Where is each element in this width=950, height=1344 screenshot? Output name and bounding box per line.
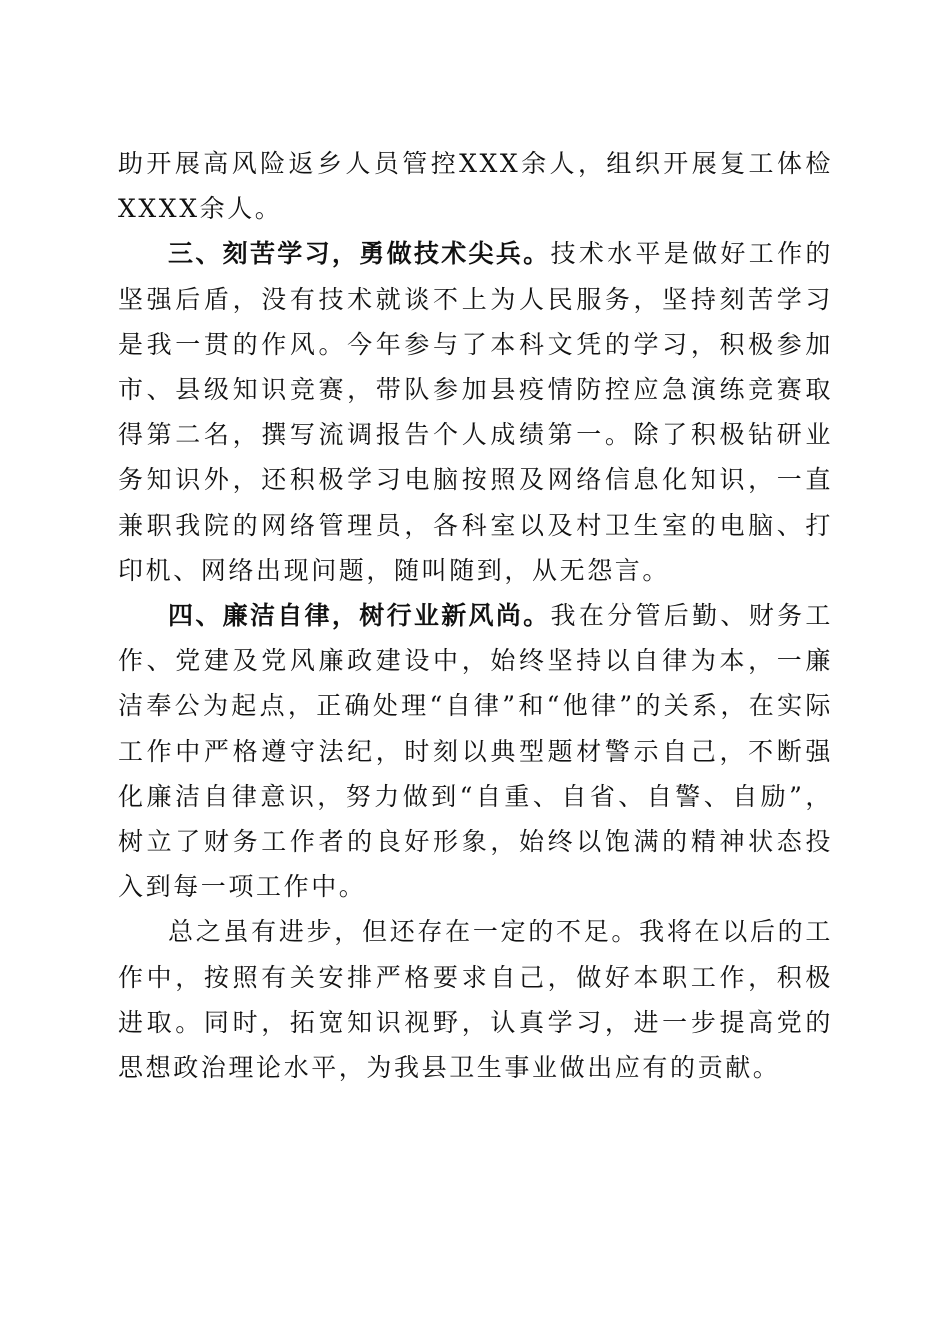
paragraph-section-four <box>118 593 833 909</box>
paragraph-section-three <box>118 231 833 593</box>
paragraph-conclusion <box>118 909 833 1090</box>
paragraph-text: 总之虽有进步，但还存在一定的不足。我将在以后的工作中，按照有关安排严格要求自己，做好本职工作，积极进取。同时，拓宽知识视野，认真学习，进一步提高党的思想政治理论水平，为我县卫生事业做出应有的贡献。 <box>118 917 833 1083</box>
paragraph-text: 我在分管后勤、财务工作、党建及党风廉政建设中，始终坚持以自律为本，一廉洁奉公为起点，正确处理“自律”和“他律”的关系，在实际工作中严格遵守法纪，时刻以典型题材警示自己，不断强化廉洁自律意识，努力做到“自重、自省、自警、自励”，树立了财务工作者的良好形象，始终以饱满的精神状态投入到每一项工作中。 <box>118 601 833 902</box>
section-heading: 三、刻苦学习，勇做技术尖兵。 <box>168 239 551 269</box>
section-heading: 四、廉洁自律，树行业新风尚。 <box>168 601 551 631</box>
paragraph-text: 助开展高风险返乡人员管控XXX余人，组织开展复工体检XXXX余人。 <box>118 149 833 224</box>
paragraph-continuation <box>118 141 833 231</box>
document-body <box>118 141 833 1090</box>
paragraph-text: 技术水平是做好工作的坚强后盾，没有技术就谈不上为人民服务，坚持刻苦学习是我一贯的作风。今年参与了本科文凭的学习，积极参加市、县级知识竞赛，带队参加县疫情防控应急演练竞赛取得第二名，撰写流调报告个人成绩第一。除了积极钻研业务知识外，还积极学习电脑按照及网络信息化知识，一直兼职我院的网络管理员，各科室以及村卫生室的电脑、打印机、网络出现问题，随叫随到，从无怨言。 <box>118 239 833 585</box>
